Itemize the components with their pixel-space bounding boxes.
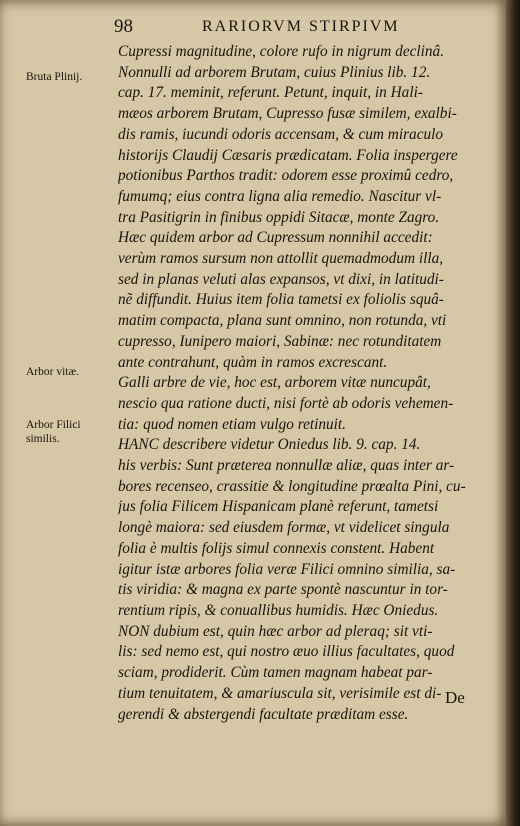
text-line: Cupressi magnitudine, colore rufo in nigrum declinâ. <box>118 43 445 60</box>
text-line: lis: sed nemo est, qui nostro æuo illius facultates, quod <box>118 643 455 661</box>
text-line: longè maiora: sed eiusdem formæ, vt videlicet singula <box>118 519 450 537</box>
page-header <box>0 16 506 38</box>
text-line: folia è multis folijs simul connexis constent. Habent <box>118 539 435 557</box>
margin-note-bruta: Bruta Plinij. <box>26 71 83 83</box>
text-line: igitur istæ arbores folia veræ Filici omnino similia, sa- <box>118 560 456 578</box>
text-line: tis viridia: & magna ex parte spontè nascuntur in tor- <box>118 581 448 599</box>
text-line: fumumq; eius contra ligna alia remedio. Nascitur vl- <box>118 187 442 205</box>
text-line: verùm ramos sursum non attollit quemadmodum illa, <box>118 250 444 268</box>
text-line: Galli arbre de vie, hoc est, arborem vitæ nuncupât, <box>118 374 431 392</box>
text-line: nẽ diffundit. Huius item folia tametsi ex foliolis squâ- <box>118 291 444 309</box>
text-line: tia: quod nomen etiam vulgo retinuit. <box>118 415 347 433</box>
text-line: cap. 17. meminit, referunt. Petunt, inquit, in Hali- <box>118 84 423 102</box>
text-line: Nonnulli ad arborem Brutam, cuius Plinius lib. 12. <box>118 63 431 81</box>
text-line: gerendi & abstergendi facultate præditam esse. <box>118 705 409 723</box>
text-line: bores recenseo, crassitie & longitudine prœalta Pini, cu- <box>118 477 466 495</box>
catchword: De <box>445 688 465 707</box>
text-line: his verbis: Sunt præterea nonnullæ aliæ, quas inter ar- <box>118 457 455 475</box>
text-line: HANC describere videtur Oniedus lib. 9. cap. 14. <box>118 436 421 454</box>
body-text <box>118 42 490 725</box>
text-line: cupresso, Iunipero maiori, Sabinæ: nec rotunditatem <box>118 332 442 350</box>
text-line: sciam, prodiderit. Cùm tamen magnam habeat par- <box>118 664 433 682</box>
text-line: historijs Claudij Cæsaris prædicatam. Folia inspergere <box>118 146 458 164</box>
margin-note-arbor-filici: Arbor Filici similis. <box>26 419 81 445</box>
text-line: dis ramis, iucundi odoris accensam, & cum miraculo <box>118 125 444 143</box>
text-line: potionibus Parthos tradit: odorem esse proximû cedro, <box>118 167 454 185</box>
text-line: sed in planas veluti alas expansos, vt dixi, in latitudi- <box>118 270 444 288</box>
text-line: rentium ripis, & conuallibus humidis. Hæc Oniedus. <box>118 601 439 619</box>
text-line: nescio qua ratione ducti, nisi fortè ab odoris vehemen- <box>118 394 454 412</box>
text-line: matim compacta, plana sunt omnino, non rotunda, vti <box>118 312 447 330</box>
text-line: jus folia Filicem Hispanicam planè referunt, tametsi <box>118 498 439 516</box>
running-head: RARIORVM STIRPIVM <box>202 18 400 35</box>
text-line: NON dubium est, quin hæc arbor ad pleraq; sit vti- <box>118 622 433 640</box>
text-line: tra Pasitigrin in finibus oppidi Sitacæ, monte Zagro. <box>118 208 440 226</box>
text-line: mæos arborem Brutam, Cupresso fusæ similem, exalbi- <box>118 105 457 123</box>
margin-note-arbor-vitae: Arbor vitæ. <box>26 366 80 378</box>
text-line: tium tenuitatem, & amariuscula sit, verisimile est di- <box>118 684 442 702</box>
folio-number: 98 <box>114 16 133 37</box>
text-line: ante contrahunt, quàm in ramos excrescant. <box>118 353 388 371</box>
book-edge <box>506 0 520 826</box>
text-line: Hæc quidem arbor ad Cupressum nonnihil accedit: <box>118 229 433 247</box>
